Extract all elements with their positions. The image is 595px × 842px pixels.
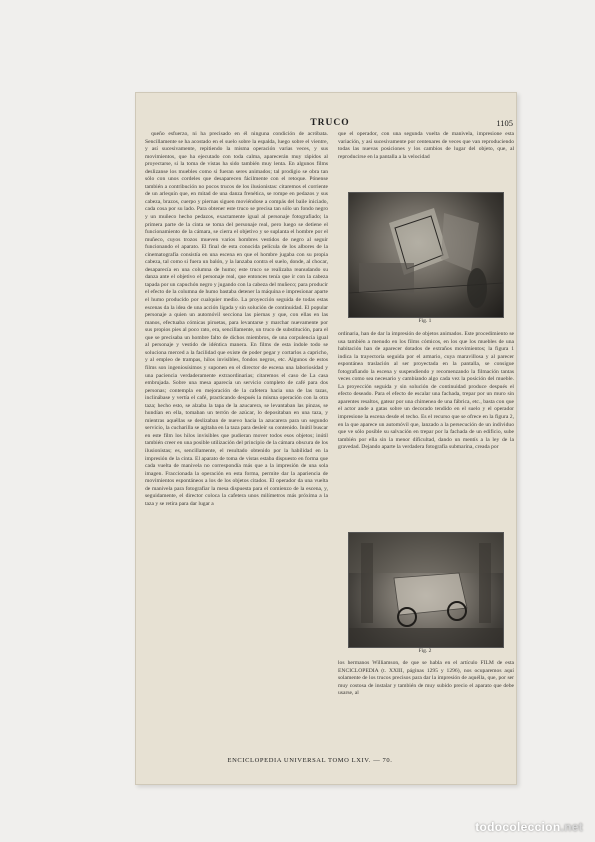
car-climbing-facade-illustration-icon — [349, 533, 503, 647]
text-column-left — [145, 131, 328, 754]
figure-1-caption: Fig. 1 — [418, 318, 432, 324]
wardrobe-scene-illustration-icon — [349, 193, 503, 317]
page-header — [145, 118, 515, 130]
body-paragraph: que el operador, con una segunda vuelta de manivela, impresione esta variación, y así sucesivamente por centenares de veces que van reproduciendo todas las nuevas posiciones y los cambios de lugar del objeto, que, al reproducirse en la pantalla a la velocidad — [338, 131, 514, 160]
figure-1-illustration — [348, 192, 504, 318]
body-paragraph: ordinaria, han de dar la impresión de objetos animados. Este procedimiento se usa también a menudo en los films cómicos, en los que los muebles de una habitación han de aparecer dotados de extraños movimientos; la figura 1 indica la trayectoria seguida por el armario, cuya maravillosa y al parecer espontánea traslación al ser proyectada en la pantalla, se consigue fotografiando la escena y suspendiendo y recomenzando la filmación tantas veces como sea necesario y cambiando algo cada vez la posición del mueble. La proyección seguida y sin solución de continuidad produce después el efecto deseado. Para el efecto de escalar una fachada, trepar por un muro sin aparentes resaltos, gatear por una chimenea de una fábrica, etc., basta con que el actor ande a gatas sobre un decorado tendido en el suelo y el operador impresione la escena desde el techo. Es el recurso que se ofrece en la figura 2, en la que aparece un automóvil que, lanzado a la persecución de un individuo que ve sólo posible su salvación en trepar por la fachada de un edificio, sube también por ella sin la menor dificultad, dando un mentís a la ley de la gravedad. Dejando aparte la verdadera fotografía submarina, creada por — [338, 331, 514, 451]
page-number: 1105 — [496, 118, 513, 128]
page-title: TRUCO — [310, 118, 350, 128]
text-column-right-bottom — [338, 660, 514, 755]
page-footer: ENCICLOPEDIA UNIVERSAL TOMO LXIV. — 70. — [227, 757, 393, 764]
watermark-logo — [475, 820, 583, 834]
body-paragraph: queño esfuerzo, ni ha precisado en él ninguna condición de acróbata. Sencillamente se ha acostado en el suelo sobre la espalda, luego sobre el vientre, y así sucesivamente, repitiendo la misma operación varias veces, y sus movimientos, que ha ejecutado con toda calma, aparecerán muy rápidos al proyectarse, si la toma de vistas ha sido también muy lenta. En algunos films deslizanse los muebles como si fueran seres animados; tal prodigio se obra tan sólo con unos cordeles que desaparecen fácilmente con el retoque. Pónense también a contribución no pocos trucos de los ilusionistas: citaremos el corriente de un arlequín que, en mitad de una danza frenética, se rompe en pedazos y sus cabeza, brazos, cuerpo y piernas siguen moviéndose a compás del baile iniciado, cada cosa por su lado. Para obtener este truco se precisa tan sólo un fondo negro y un muñeco hecho pedazos, exactamente igual al personaje fotografiado; la primera parte de la cinta se toma del personaje real, pero luego se detiene el funcionamiento de la cámara, se cierra el objetivo y se suplanta el hombre por el muñeco, cuyos trozos mueven varios hombres vestidos de negro al seguir funcionando el aparato. El final de esta conocida película de los albores de la cinematografía consistía en una escena en que el hombre jugaba con su propia cabeza, tal como si fuera un balón, y la lanzaba contra el suelo, donde, al chocar, desaparecía en una columna de humo; este truco se realizaba reanudando su danza ante el objetivo el personaje real, que entonces tenía que ir con la cabeza tapada por un capuchón negro y jugando con la cabeza del muñeco; para producir el efecto de la columna de humo bastaba detener la máquina e impresionar aparte el humo producido por cualquier medio. La proyección seguida de todas estas escenas da la idea de una acción ligada y sin solución de continuidad. El popular personaje a quien un automóvil secciona las piernas y que, con ellas en las manos, efectuaba cómicas piruetas, para levantarse y marchar nuevamente por sus propios pies al poco rato, era, sencillamente, un truco de substitución, para el que se precisaba un hombre falto de dichos miembros, de una corpulencia igual al personaje y vestido de idéntica manera. En films de esta índole todo se soluciona merced a la facilidad que existe de poder pegar y cortarlos a capricho, y al empleo de trampas, hilos invisibles, fondos negros, etc. Algunos de estos films son ingeniosísimos y suponen en el director de escena una laboriosidad y una paciencia verdaderamente extraordinarias; citaremos el caso de La casa embrujada. Sobre una mesa aparecía un servicio completo de café para dos personas; contempla en mejoración de la cafetera hacia una de las tazas, inclinábase y vertía el café, practicando después la misma operación con la otra taza; hecho esto, se alzaba la tapa de la azucarera, se levantaban las pinzas, se hundían en ella, tomaban un terrón de azúcar, lo depositaban en una taza, y mientras aquéllas se deslizaban de nuevo hacia la azucarera para un segundo servicio, la cucharilla se agitaba en la taza para desleír su contenido. Inútil buscar en este film los hilos invisibles que pudieran mover todos esos objetos; inútil también creer en una posible utilización del principio de la cámara obscura de los ilusionistas; es, sencillamente, el resultado obtenido por la habilidad en la impresión de la cinta. El aparato de toma de vistas estaba dispuesto en forma que cada vuelta de manivela no correspondía más que a la impresión de una sola imagen. Fraccionada la operación en esta forma, permite dar la apariencia de movimientos espontáneos a los de los objetos citados. El operador da una vuelta de manivela para fotografiar la mesa dispuesta para el comienzo de la escena, y, seguidamente, el director coloca la cafetera unos milímetros más próxima a la taza y se retira para dar lugar a — [145, 131, 328, 507]
text-column-right-top — [338, 131, 514, 191]
text-column-right-middle — [338, 331, 514, 529]
figure-2-illustration — [348, 532, 504, 648]
watermark-brand: todocoleccion — [475, 820, 561, 834]
figure-2-caption: Fig. 2 — [418, 648, 432, 654]
watermark-suffix: .net — [560, 820, 583, 834]
body-paragraph: los hermanos Williamson, de que se habla en el artículo FILM de esta ENCICLOPEDIA (t. XXIII, páginas 1295 y 1296), nos ocuparemos aquí solamente de los trucos precisos para dar la impresión de aquélla, que, por ser muy costosa de instalar y también de muy subido precio el aparato que debe usarse, al — [338, 660, 514, 697]
